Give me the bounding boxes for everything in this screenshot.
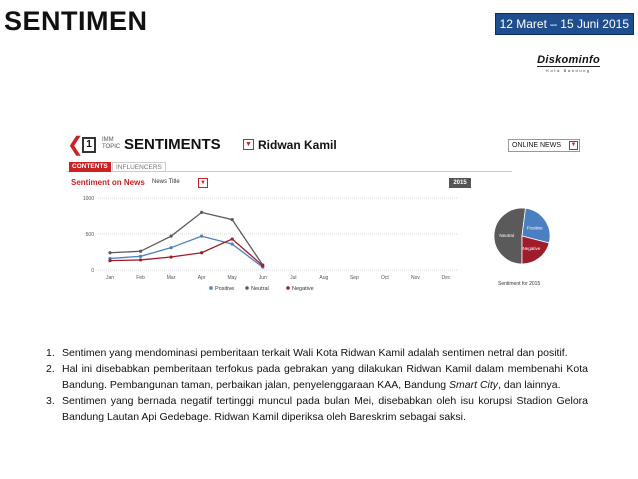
source-dropdown-value: ONLINE NEWS	[512, 142, 562, 149]
panel-header	[66, 134, 586, 156]
notes-list	[40, 345, 588, 425]
data-point	[200, 211, 203, 214]
topic-label-line1: IMM	[102, 137, 114, 143]
pie-slice-label: Positive	[526, 225, 543, 231]
list-item	[40, 393, 588, 425]
x-tick-label: Feb	[136, 275, 145, 281]
list-text: Sentimen yang mendominasi pemberitaan terkait Wali Kota Ridwan Kamil adalah sentimen netral dan positif.	[62, 347, 568, 359]
data-point	[261, 264, 264, 267]
x-tick-label: Oct	[381, 275, 389, 281]
list-item	[40, 361, 588, 393]
list-text: Sentimen yang bernada negatif tertinggi muncul pada bulan Mei, disebabkan oleh isu korupsi Stadion Gelora Bandung Lautan Api Gedebage. Ridwan Kamil diperiksa oleh Bareskrim sebagai saksi.	[62, 395, 588, 423]
legend-marker	[209, 286, 213, 290]
date-range-badge: 12 Maret – 15 Juni 2015	[495, 13, 634, 35]
chart-title: Sentiment on News	[71, 178, 145, 187]
series-line-negative	[110, 239, 263, 266]
chart-toolbar	[66, 178, 512, 190]
chevron-left-icon[interactable]: ❮	[67, 134, 84, 156]
list-number: 2.	[46, 363, 55, 375]
list-text-tail: , dan lainnya.	[498, 379, 561, 391]
tab-influencers[interactable]: INFLUENCERS	[112, 162, 166, 172]
list-text: Hal ini disebabkan pemberitaan terfokus pada gebrakan yang dilakukan Ridwan Kamil dalam membenahi Kota Bandung. Pembangunan taman, perbaikan jalan, penyelenggaraan KAA, Bandung	[62, 363, 588, 391]
panel-title: SENTIMENTS	[124, 136, 221, 153]
x-tick-label: Jun	[258, 275, 267, 281]
chevron-down-icon: ▼	[570, 142, 577, 148]
pie-caption: Sentiment for 2015	[498, 281, 541, 287]
legend-label: Neutral	[251, 286, 269, 292]
year-badge: 2015	[449, 178, 471, 188]
logo	[537, 54, 600, 73]
slide-title: SENTIMEN	[4, 6, 148, 36]
data-point	[231, 218, 234, 221]
list-text-emphasis: Smart City	[449, 379, 499, 391]
sentiment-panel-screenshot	[66, 130, 586, 300]
chevron-down-icon[interactable]: ▼	[243, 139, 254, 150]
subject-name: Ridwan Kamil	[258, 138, 337, 152]
data-point	[139, 250, 142, 253]
x-tick-label: Nov	[411, 275, 420, 281]
data-point	[108, 251, 111, 254]
topic-label	[102, 137, 120, 151]
topic-number-box: 1	[82, 137, 96, 153]
chevron-down-icon[interactable]: ▼	[198, 178, 208, 188]
x-tick-label: Aug	[319, 275, 329, 281]
list-number: 1.	[46, 347, 55, 359]
source-dropdown[interactable]	[508, 139, 580, 152]
legend-marker	[286, 286, 290, 290]
tab-contents[interactable]: CONTENTS	[69, 162, 111, 172]
data-point	[139, 258, 142, 261]
data-point	[231, 242, 234, 245]
data-point	[169, 255, 172, 258]
data-point	[169, 235, 172, 238]
topic-label-line2: TOPIC	[102, 144, 121, 150]
list-item	[40, 345, 588, 361]
logo-main-text: Diskominfo	[537, 54, 600, 66]
y-tick-label: 0	[91, 268, 94, 274]
legend-label: Positive	[215, 286, 235, 292]
data-point	[169, 246, 172, 249]
x-tick-label: Sep	[349, 275, 359, 281]
x-tick-label: Apr	[197, 275, 206, 281]
data-point	[200, 235, 203, 238]
y-tick-label: 500	[85, 232, 94, 238]
legend-label: Negative	[292, 286, 314, 292]
tab-bar	[66, 162, 512, 172]
x-tick-label: Dec	[441, 275, 451, 281]
pie-slice-label: Negative	[522, 246, 541, 252]
list-number: 3.	[46, 395, 55, 407]
data-point	[200, 251, 203, 254]
pie-slice-label: Neutral	[499, 233, 514, 239]
chart-filter-label: News Title	[152, 179, 180, 185]
x-tick-label: Jul	[290, 275, 297, 281]
logo-sub-text: Kota Bandung	[546, 68, 591, 73]
x-tick-label: Jan	[105, 275, 115, 281]
data-point	[139, 255, 142, 258]
x-tick-label: Mar	[166, 275, 176, 281]
data-point	[108, 259, 111, 262]
legend-marker	[245, 286, 249, 290]
y-tick-label: 1000	[82, 196, 94, 202]
x-tick-label: May	[227, 275, 237, 281]
data-point	[231, 237, 234, 240]
